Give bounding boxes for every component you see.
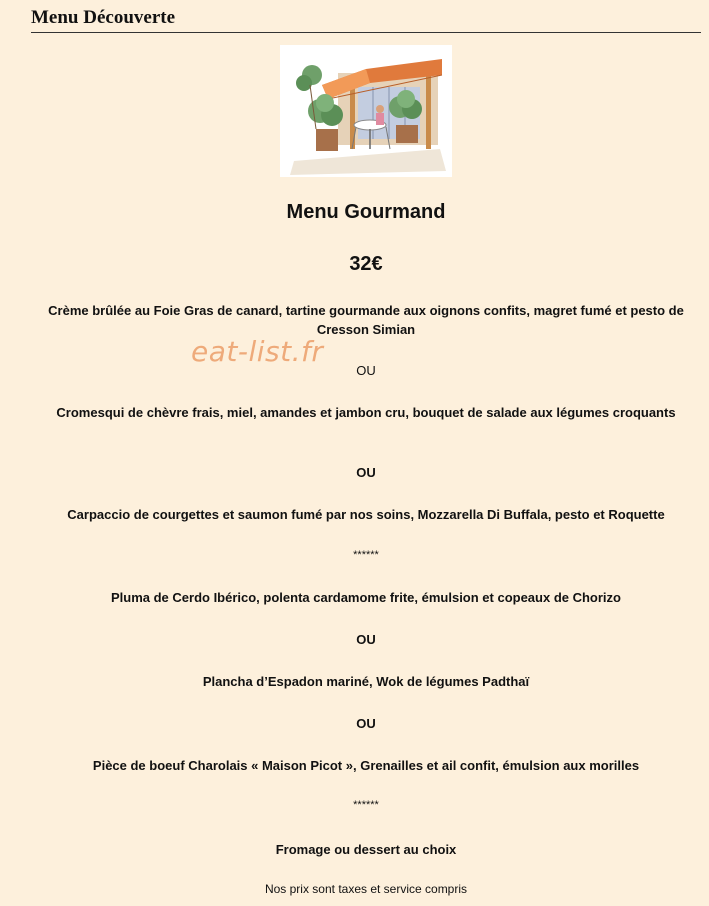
- price-footnote: Nos prix sont taxes et service compris: [264, 882, 468, 896]
- course-divider-1: ******: [353, 549, 379, 561]
- separator-or-1: OU: [356, 363, 376, 378]
- page-title: Menu Découverte: [31, 7, 176, 28]
- main-item-3: Pièce de boeuf Charolais « Maison Picot », Grenailles et ail confit, émulsion aux morilles: [92, 758, 640, 773]
- main-item-2: Plancha d’Espadon mariné, Wok de légumes Padthaï: [202, 674, 530, 689]
- starter-item-2: Cromesqui de chèvre frais, miel, amandes et jambon cru, bouquet de salade aux légumes croquants: [56, 405, 676, 420]
- separator-or-4: OU: [356, 716, 376, 731]
- separator-or-2: OU: [356, 465, 376, 480]
- terrace-sketch: [280, 45, 452, 177]
- course-divider-2: ******: [353, 799, 379, 811]
- dessert-item: Fromage ou dessert au choix: [275, 842, 457, 857]
- watermark: eat-list.fr: [191, 335, 324, 368]
- page-header: [31, 6, 701, 33]
- main-item-1: Pluma de Cerdo Ibérico, polenta cardamome frite, émulsion et copeaux de Chorizo: [110, 590, 621, 605]
- starter-item-3: Carpaccio de courgettes et saumon fumé par nos soins, Mozzarella Di Buffala, pesto et Roquette: [67, 507, 665, 522]
- menu-price: 32€: [349, 253, 383, 275]
- restaurant-terrace-illustration: [280, 45, 452, 177]
- menu-title: Menu Gourmand: [286, 201, 446, 223]
- starter-item-1: Crème brûlée au Foie Gras de canard, tartine gourmande aux oignons confits, magret fumé et pesto de Cresson Simian: [48, 303, 684, 337]
- separator-or-3: OU: [356, 632, 376, 647]
